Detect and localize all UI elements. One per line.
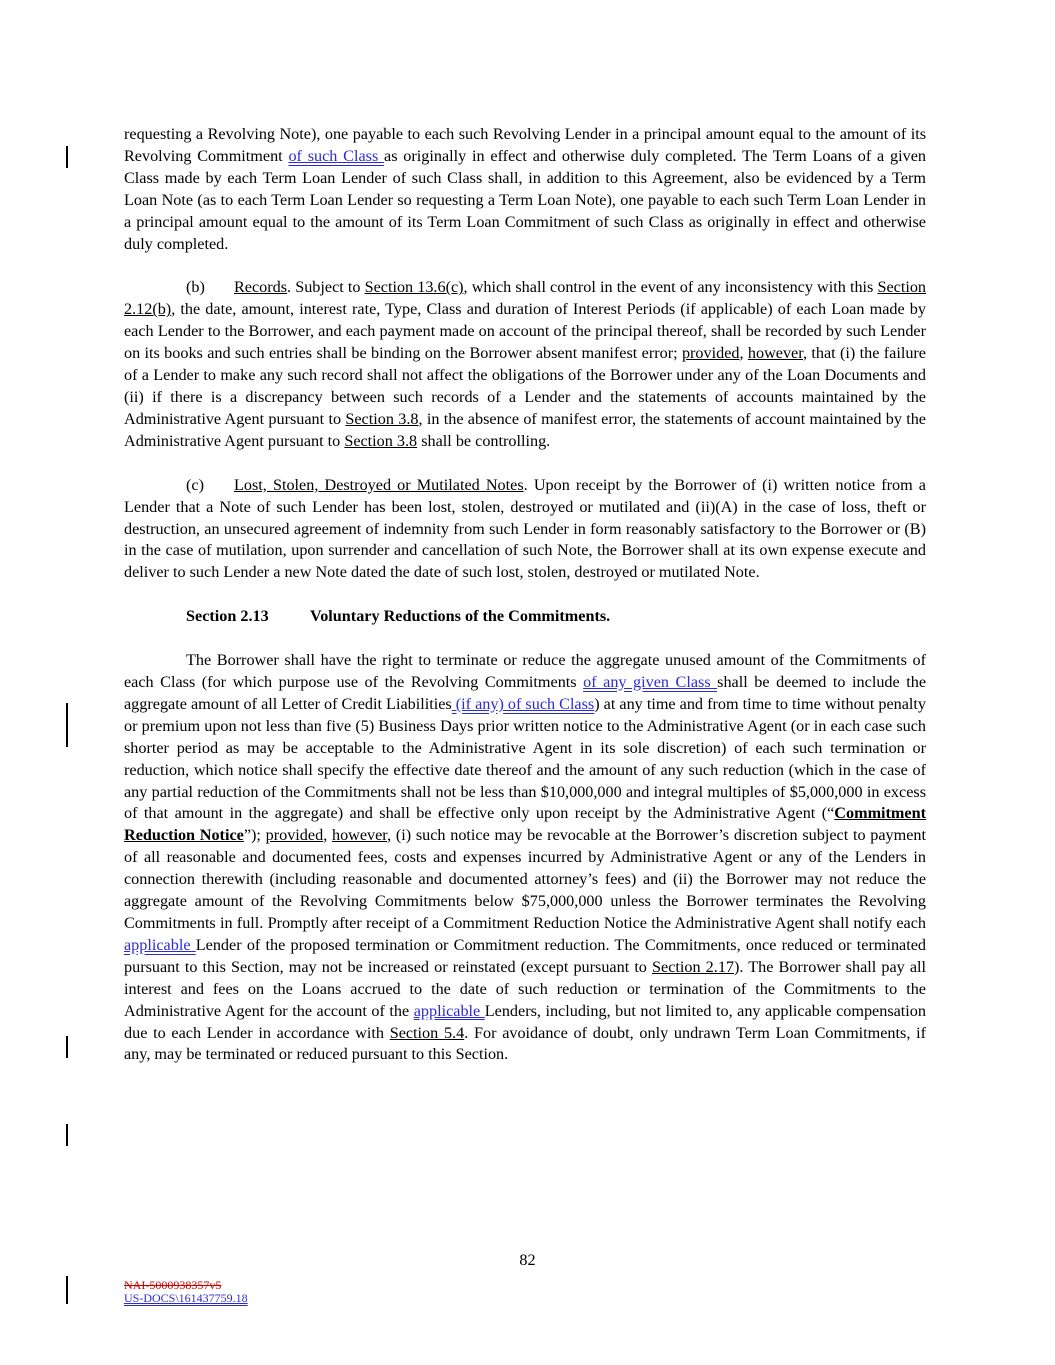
inserted-doc-id: US-DOCS\161437759.18 [124, 1291, 248, 1305]
clause-label: (c) [186, 475, 204, 494]
clause-title: Records [234, 278, 288, 297]
inserted-text: (if any) of such Class [451, 694, 595, 713]
section-reference: Section 2.12(b) [124, 278, 927, 319]
change-bar [66, 1276, 68, 1304]
text: as originally in effect and otherwise duly completed. The Term Loans of a given Class made by each Term Loan Lender of such Class shall, in addition to this Agreement, also be evidenced by a Term Loan Note (as to each Term Loan Lender so requesting a Term Loan Note), one payable to each such Term Loan Lender in a principal amount equal to the amount of its Term Loan Commitment of such Class as originally in effect and otherwise duly completed. [124, 146, 926, 253]
section-reference: Section 3.8 [345, 409, 419, 428]
inserted-text: applicable [413, 1001, 485, 1020]
section-number: Section 2.13 [186, 607, 269, 626]
change-bar [66, 146, 68, 168]
document-body [124, 124, 926, 1066]
paragraph-continuation [124, 124, 926, 255]
section-reference: Section 2.17 [652, 957, 735, 976]
section-reference: Section 3.8 [344, 431, 418, 450]
section-reference: Section 13.6(c) [364, 278, 464, 297]
defined-term: Commitment Reduction Notice [124, 804, 926, 845]
inserted-text: applicable [124, 935, 196, 954]
paragraph-voluntary-reductions: The Borrower shall have the right to terminate or reduce the aggregate unused amount of the Commitments of each Class (for which purpose use of the Revolving Commitments of any given Class shall be deemed to include the aggregate amount of all Letter of Credit Liabilities (if any) of such Class) at any time and from time to time without penalty or premium upon not less than five (5) Business Days prior written notice to the Administrative Agent (or in each case such shorter period as may be acceptable to the Administrative Agent in its sole discretion) of each such termination or reduction, which notice shall specify the effective date thereof and the amount of any such reduction (which in the case of any partial reduction of the Commitments shall not be less than $10,000,000 and integral multiples of $5,000,000 in excess of that amount in the aggregate) and shall be effective only upon receipt by the Administrative Agent (“Commitment Reduction Notice”); provided, however, (i) such notice may be revocable at the Borrower’s discretion subject to payment of all reasonable and documented fees, costs and expenses incurred by Administrative Agent or any of the Lenders in connection therewith (including reasonable and documented attorney’s fees) and (ii) the Borrower may not reduce the aggregate amount of the Revolving Commitments below $75,000,000 unless the Borrower terminates the Revolving Commitments in full. Promptly after receipt of a Commitment Reduction Notice the Administrative Agent shall notify each applicable Lender of the proposed termination or Commitment reduction. The Commitments, once reduced or terminated pursuant to this Section, may not be increased or reinstated (except pursuant to Section 2.17). The Borrower shall pay all interest and fees on the Loans accrued to the date of such reduction or termination of the Commitments to the Administrative Agent for the account of the applicable Lenders, including, but not limited to, any applicable compensation due to each Lender in accordance with Section 5.4. For avoidance of doubt, only undrawn Term Loan Commitments, if any, may be terminated or reduced pursuant to this Section. [124, 651, 927, 1064]
paragraph-records: (b) Records. Subject to Section 13.6(c), which shall control in the event of any inconsistency with this Section 2.12(b), the date, amount, interest rate, Type, Class and duration of Interest Periods (if applicable) of each Loan made by each Lender to the Borrower, and each payment made on account of the principal thereof, shall be recorded by such Lender on its books and such entries shall be binding on the Borrower absent manifest error; provided, however, that (i) the failure of a Lender to make any such record shall not affect the obligations of the Borrower under any of the Loan Documents and (ii) if there is a discrepancy between such records of a Lender and the statements of accounts maintained by the Administrative Agent pursuant to Section 3.8, in the absence of manifest error, the statements of account maintained by the Administrative Agent pursuant to Section 3.8 shall be controlling. [124, 278, 927, 450]
however-term: however [331, 826, 388, 845]
provided-term: provided [265, 826, 324, 845]
inserted-text: of any given Class [583, 673, 718, 692]
page-number: 82 [519, 1251, 536, 1269]
however-term: however [747, 344, 803, 363]
section-title: Voluntary Reductions of the Commitments. [310, 607, 611, 626]
inserted-text: of such Class [288, 146, 385, 165]
section-heading [124, 606, 926, 628]
clause-title: Lost, Stolen, Destroyed or Mutilated Notes [234, 475, 524, 494]
change-bar [66, 1124, 68, 1146]
change-bar [66, 703, 68, 747]
change-bar [66, 1036, 68, 1058]
provided-term: provided [681, 344, 740, 363]
deleted-doc-id: NAI-5000938357v5 [124, 1278, 222, 1292]
text: requesting a Revolving Note), one payable to each such Revolving Lender in a principal amount equal to the amount of its Revolving Commitment [124, 125, 926, 165]
clause-label: (b) [186, 278, 205, 297]
document-footer [124, 1279, 248, 1305]
section-reference: Section 5.4 [389, 1023, 465, 1042]
paragraph-lost-notes: (c) Lost, Stolen, Destroyed or Mutilated Notes. Upon receipt by the Borrower of (i) written notice from a Lender that a Note of such Lender has been lost, stolen, destroyed or mutilated and (ii)(A) in the case of loss, theft or destruction, an unsecured agreement of indemnity from such Lender in form reasonably satisfactory to the Borrower or (B) in the case of mutilation, upon surrender and cancellation of such Note, the Borrower shall at its own expense execute and deliver to such Lender a new Note dated the date of such lost, stolen, destroyed or mutilated Note. [124, 475, 926, 582]
